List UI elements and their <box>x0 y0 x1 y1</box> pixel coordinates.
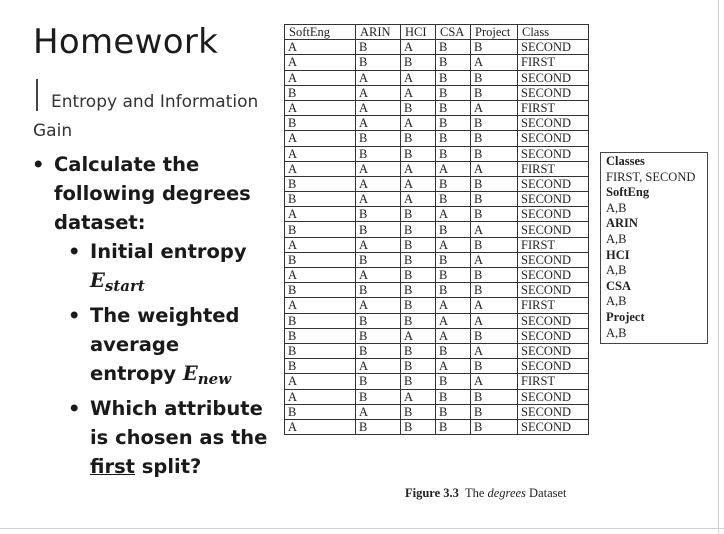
table-cell: A <box>436 359 471 374</box>
table-cell: B <box>401 343 436 358</box>
bullet-initial-entropy <box>30 237 270 301</box>
table-cell: B <box>285 283 356 298</box>
table-cell: B <box>471 176 518 191</box>
bullet-first-split-suffix: split? <box>135 455 202 478</box>
table-cell: SECOND <box>518 328 589 343</box>
table-cell: B <box>356 131 401 146</box>
table-cell: A <box>356 359 401 374</box>
table-cell: A <box>436 313 471 328</box>
table-cell: B <box>401 359 436 374</box>
table-cell: B <box>285 176 356 191</box>
figure-label: Figure 3.3 <box>405 486 459 500</box>
table-cell: SECOND <box>518 359 589 374</box>
table-cell: B <box>471 192 518 207</box>
table-row <box>285 252 589 267</box>
table-cell: A <box>356 116 401 131</box>
table-cell: A <box>401 161 436 176</box>
table-cell: B <box>285 85 356 100</box>
table-cell: A <box>285 55 356 70</box>
table-cell: A <box>401 176 436 191</box>
column-header: CSA <box>436 25 471 40</box>
table-cell: B <box>436 374 471 389</box>
table-cell: B <box>356 283 401 298</box>
table-row <box>285 374 589 389</box>
table-cell: SECOND <box>518 146 589 161</box>
math-e-start: $E_{start}$ <box>90 269 145 295</box>
table-cell: A <box>436 161 471 176</box>
table-cell: A <box>285 40 356 55</box>
table-cell: A <box>285 131 356 146</box>
table-cell: A <box>471 161 518 176</box>
table-cell: B <box>436 268 471 283</box>
legend-values: A,B <box>606 231 627 246</box>
table-cell: B <box>436 389 471 404</box>
table-cell: SECOND <box>518 252 589 267</box>
table-cell: A <box>285 298 356 313</box>
table-cell: B <box>356 40 401 55</box>
table-row <box>285 237 589 252</box>
table-cell: B <box>436 252 471 267</box>
table-row <box>285 100 589 115</box>
table-cell: B <box>356 313 401 328</box>
table-cell: A <box>401 40 436 55</box>
column-header: SoftEng <box>285 25 356 40</box>
table-cell: B <box>436 192 471 207</box>
table-cell: B <box>285 116 356 131</box>
table-cell: A <box>356 404 401 419</box>
table-cell: A <box>401 389 436 404</box>
column-header: ARIN <box>356 25 401 40</box>
table-cell: A <box>285 146 356 161</box>
table-cell: SECOND <box>518 70 589 85</box>
column-header: Project <box>471 25 518 40</box>
table-cell: B <box>401 222 436 237</box>
table-cell: A <box>436 237 471 252</box>
bullet-first-split-prefix: Which attribute is chosen as the <box>90 397 268 449</box>
legend-values: FIRST, SECOND <box>606 169 696 184</box>
table-cell: B <box>401 237 436 252</box>
table-cell: A <box>436 207 471 222</box>
table-row <box>285 146 589 161</box>
table-cell: A <box>356 100 401 115</box>
table-cell: FIRST <box>518 100 589 115</box>
table-row <box>285 192 589 207</box>
table-cell: B <box>436 146 471 161</box>
table-cell: A <box>356 70 401 85</box>
table-cell: B <box>285 328 356 343</box>
table-cell: B <box>401 419 436 434</box>
table-cell: B <box>401 55 436 70</box>
table-cell: B <box>471 70 518 85</box>
table-cell: FIRST <box>518 161 589 176</box>
table-cell: A <box>285 419 356 434</box>
table-cell: B <box>401 298 436 313</box>
table-cell: B <box>471 389 518 404</box>
caption-italic: degrees <box>487 486 526 500</box>
table-cell: B <box>356 55 401 70</box>
table-cell: B <box>356 207 401 222</box>
table-cell: B <box>471 207 518 222</box>
table-cell: B <box>285 252 356 267</box>
table-row <box>285 161 589 176</box>
bullet-initial-entropy-text: Initial entropy <box>90 240 247 263</box>
table-cell: B <box>471 146 518 161</box>
table-body <box>285 40 589 435</box>
table-cell: A <box>471 313 518 328</box>
bullet-weighted-entropy <box>30 301 270 394</box>
table-row <box>285 343 589 358</box>
table-cell: FIRST <box>518 237 589 252</box>
table-cell: A <box>285 237 356 252</box>
table-cell: B <box>471 404 518 419</box>
table-row <box>285 40 589 55</box>
table-row <box>285 116 589 131</box>
table-cell: SECOND <box>518 192 589 207</box>
legend-values: A,B <box>606 325 627 340</box>
table-cell: FIRST <box>518 55 589 70</box>
table-cell: A <box>285 389 356 404</box>
table-row <box>285 313 589 328</box>
table-cell: B <box>436 343 471 358</box>
degrees-table-wrap <box>284 24 589 435</box>
table-cell: B <box>356 252 401 267</box>
table-cell: B <box>436 283 471 298</box>
table-cell: B <box>285 359 356 374</box>
table-cell: A <box>471 343 518 358</box>
legend-name: CSA <box>606 278 632 293</box>
table-row <box>285 70 589 85</box>
table-cell: B <box>436 70 471 85</box>
table-cell: SECOND <box>518 85 589 100</box>
table-cell: B <box>401 207 436 222</box>
table-cell: A <box>401 328 436 343</box>
table-row <box>285 222 589 237</box>
table-cell: SECOND <box>518 40 589 55</box>
table-cell: A <box>471 298 518 313</box>
table-cell: B <box>401 313 436 328</box>
table-cell: A <box>356 237 401 252</box>
table-cell: B <box>356 328 401 343</box>
table-row <box>285 85 589 100</box>
table-cell: B <box>471 328 518 343</box>
table-cell: A <box>436 298 471 313</box>
table-cell: B <box>436 116 471 131</box>
table-cell: B <box>436 100 471 115</box>
legend-name: HCI <box>606 247 630 262</box>
table-cell: B <box>401 404 436 419</box>
bullet-calculate <box>30 150 270 237</box>
table-cell: A <box>471 55 518 70</box>
legend-values: A,B <box>606 263 627 278</box>
table-cell: B <box>285 222 356 237</box>
table-cell: B <box>401 131 436 146</box>
table-row <box>285 207 589 222</box>
table-cell: A <box>356 176 401 191</box>
table-row <box>285 404 589 419</box>
bullet-calculate-text: Calculate the following degrees dataset: <box>54 153 251 234</box>
table-cell: B <box>285 192 356 207</box>
legend-values: A,B <box>606 200 627 215</box>
table-row <box>285 283 589 298</box>
table-row <box>285 419 589 434</box>
table-cell: SECOND <box>518 207 589 222</box>
table-cell: B <box>436 85 471 100</box>
table-cell: SECOND <box>518 404 589 419</box>
table-cell: A <box>285 207 356 222</box>
math-e-new: $E_{new}$ <box>182 362 232 388</box>
table-cell: SECOND <box>518 222 589 237</box>
table-cell: A <box>401 192 436 207</box>
table-cell: A <box>356 192 401 207</box>
column-header: Class <box>518 25 589 40</box>
table-cell: B <box>471 359 518 374</box>
figure-caption <box>405 486 567 501</box>
table-cell: B <box>471 268 518 283</box>
table-cell: SECOND <box>518 131 589 146</box>
table-cell: A <box>356 268 401 283</box>
table-cell: SECOND <box>518 283 589 298</box>
table-cell: SECOND <box>518 389 589 404</box>
table-cell: B <box>436 176 471 191</box>
table-cell: SECOND <box>518 116 589 131</box>
table-cell: B <box>356 343 401 358</box>
table-cell: B <box>401 146 436 161</box>
caption-prefix: The <box>464 486 488 500</box>
table-header-row <box>285 25 589 40</box>
table-cell: A <box>436 328 471 343</box>
table-cell: A <box>356 161 401 176</box>
bullet-first-split <box>30 394 270 481</box>
caption-suffix: Dataset <box>525 486 567 500</box>
table-cell: A <box>285 268 356 283</box>
legend-values: A,B <box>606 294 627 309</box>
legend-name: ARIN <box>606 216 638 231</box>
table-row <box>285 268 589 283</box>
bullet-list <box>30 150 270 481</box>
right-edge-divider <box>718 0 719 534</box>
table-cell: A <box>471 252 518 267</box>
table-cell: B <box>471 283 518 298</box>
table-cell: B <box>356 374 401 389</box>
table-cell: A <box>471 374 518 389</box>
table-cell: A <box>471 222 518 237</box>
table-cell: B <box>471 237 518 252</box>
table-cell: B <box>471 131 518 146</box>
table-cell: FIRST <box>518 374 589 389</box>
table-cell: B <box>285 343 356 358</box>
legend-name: Project <box>606 309 645 324</box>
table-cell: FIRST <box>518 298 589 313</box>
table-cell: B <box>356 146 401 161</box>
table-row <box>285 176 589 191</box>
table-cell: B <box>356 389 401 404</box>
table-cell: A <box>471 100 518 115</box>
table-cell: B <box>401 252 436 267</box>
table-cell: SECOND <box>518 176 589 191</box>
table-cell: A <box>401 116 436 131</box>
slide-subtitle: Entropy and Information Gain <box>33 92 259 141</box>
table-cell: B <box>471 85 518 100</box>
table-cell: SECOND <box>518 313 589 328</box>
table-cell: SECOND <box>518 343 589 358</box>
table-row <box>285 389 589 404</box>
table-cell: B <box>401 100 436 115</box>
table-cell: A <box>285 100 356 115</box>
table-cell: B <box>436 222 471 237</box>
table-cell: B <box>401 374 436 389</box>
table-cell: B <box>285 404 356 419</box>
table-cell: B <box>401 283 436 298</box>
table-cell: B <box>436 404 471 419</box>
table-cell: B <box>285 313 356 328</box>
table-row <box>285 359 589 374</box>
table-cell: B <box>356 222 401 237</box>
table-cell: A <box>401 85 436 100</box>
table-cell: A <box>401 70 436 85</box>
table-row <box>285 298 589 313</box>
attribute-legend <box>600 152 708 344</box>
degrees-table <box>284 24 589 435</box>
table-cell: A <box>285 70 356 85</box>
table-cell: B <box>401 268 436 283</box>
legend-name: Classes <box>606 154 645 168</box>
table-cell: B <box>471 40 518 55</box>
table-cell: A <box>285 161 356 176</box>
table-cell: A <box>356 298 401 313</box>
table-row <box>285 55 589 70</box>
table-cell: B <box>436 40 471 55</box>
table-cell: B <box>436 419 471 434</box>
bottom-edge-divider <box>0 528 724 529</box>
bullet-weighted-entropy-text: The weighted average entropy <box>90 304 240 385</box>
table-cell: B <box>436 131 471 146</box>
bullet-first-split-underlined: first <box>90 455 135 478</box>
slide-title: Homework <box>33 22 219 62</box>
legend-name: SoftEng <box>606 185 650 200</box>
table-cell: A <box>285 374 356 389</box>
table-cell: B <box>471 419 518 434</box>
table-cell: SECOND <box>518 419 589 434</box>
table-row <box>285 131 589 146</box>
column-header: HCI <box>401 25 436 40</box>
table-cell: B <box>356 419 401 434</box>
table-cell: A <box>356 85 401 100</box>
table-row <box>285 328 589 343</box>
table-cell: B <box>436 55 471 70</box>
table-cell: B <box>471 116 518 131</box>
table-cell: SECOND <box>518 268 589 283</box>
